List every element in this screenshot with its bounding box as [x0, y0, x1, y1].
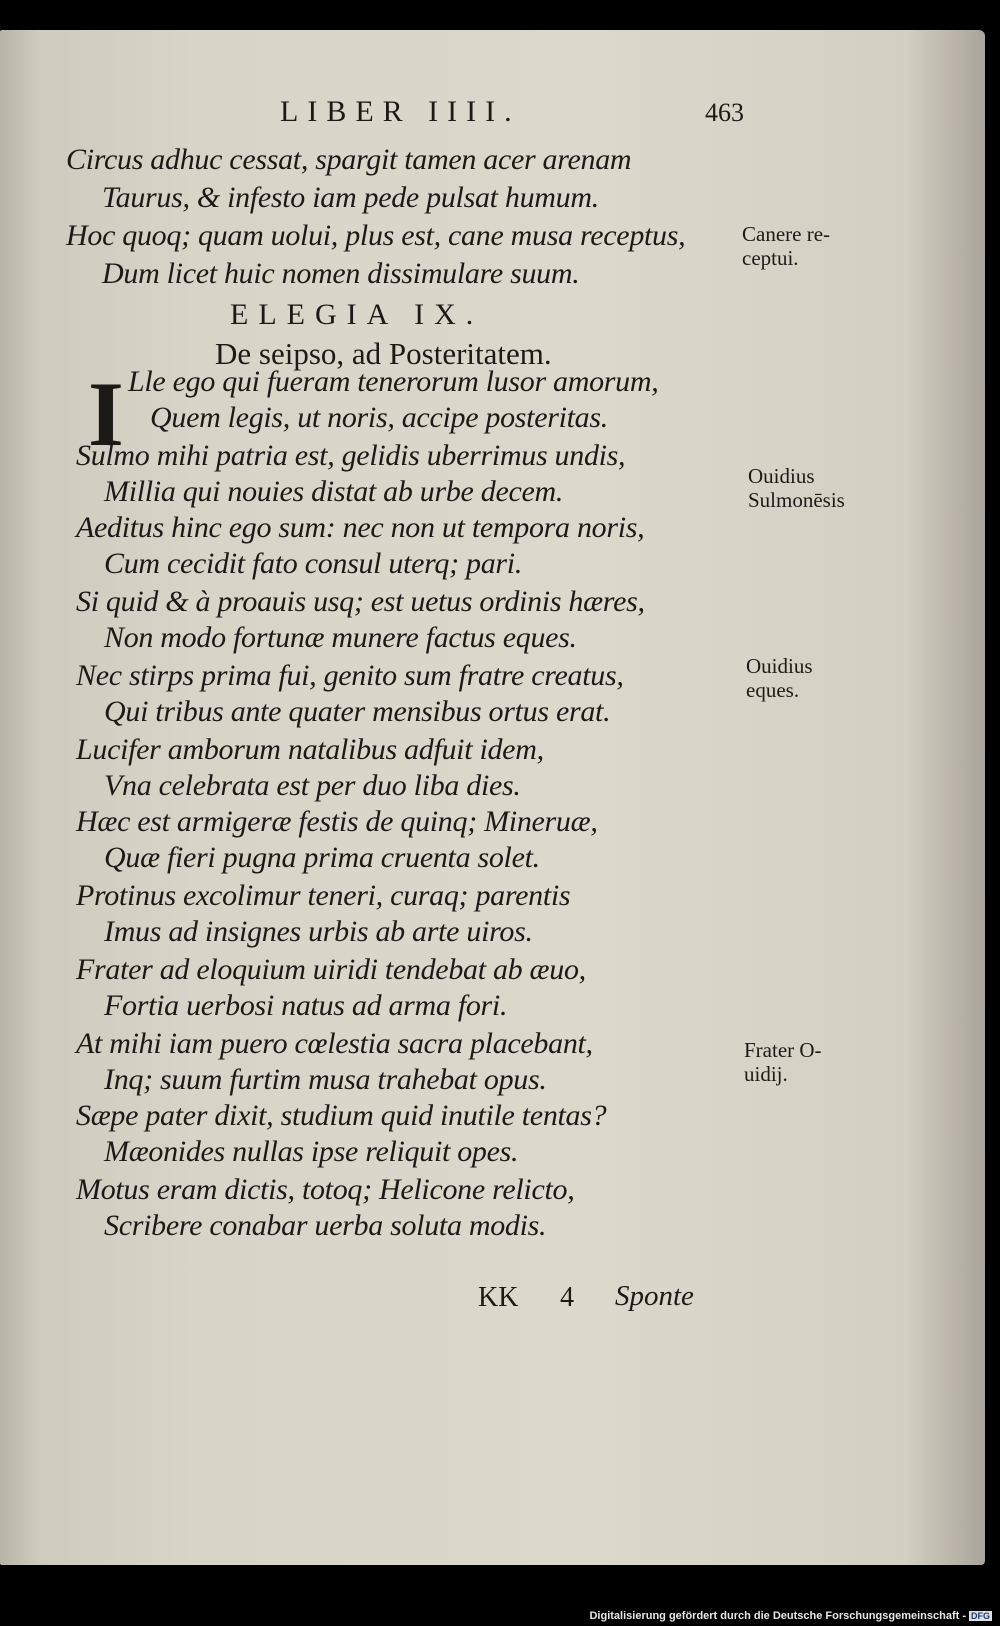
verse-line: Mæonides nullas ipse reliquit opes. [104, 1135, 519, 1168]
verse-line: Lucifer amborum natalibus adfuit idem, [76, 733, 544, 766]
signature-number: 4 [560, 1282, 574, 1313]
folio-number: 463 [705, 98, 744, 127]
verse-line: Taurus, & infesto iam pede pulsat humum. [102, 181, 599, 214]
verse-line: Si quid & à proauis usq; est uetus ordinis hæres, [76, 585, 645, 618]
verse-line: Protinus excolimur teneri, curaq; parentis [76, 879, 571, 912]
verse-line: Circus adhuc cessat, spargit tamen acer arenam [66, 143, 632, 176]
verse-line: Aeditus hinc ego sum: nec non ut tempora noris, [76, 511, 645, 544]
margin-note: Ouidius eques. [746, 654, 813, 702]
verse-line: Sulmo mihi patria est, gelidis uberrimus undis, [76, 439, 626, 472]
verse-line: Sæpe pater dixit, studium quid inutile tentas? [76, 1099, 607, 1132]
verse-line: Hoc quoq; quam uolui, plus est, cane musa receptus, [66, 219, 686, 252]
drop-capital: I [88, 363, 124, 465]
verse-line: Lle ego qui fueram tenerorum lusor amorum, [128, 365, 659, 398]
verse-line: Vna celebrata est per duo liba dies. [104, 769, 521, 802]
verse-line: At mihi iam puero cœlestia sacra placebant, [76, 1027, 593, 1060]
verse-line: Frater ad eloquium uiridi tendebat ab æuo, [76, 953, 586, 986]
signature-mark: KK [478, 1282, 519, 1313]
verse-line: Non modo fortunæ munere factus eques. [104, 621, 577, 654]
dfg-logo: DFG [971, 1611, 990, 1622]
verse-line: Fortia uerbosi natus ad arma fori. [104, 989, 508, 1022]
verse-line: Nec stirps prima fui, genito sum fratre creatus, [76, 659, 624, 692]
running-head: LIBER IIII. [280, 95, 521, 128]
verse-line: Qui tribus ante quater mensibus ortus erat. [104, 695, 611, 728]
margin-note: Ouidius Sulmonēsis [748, 464, 845, 512]
verse-line: Quem legis, ut noris, accipe posteritas. [150, 401, 608, 434]
credit-text: Digitalisierung gefördert durch die Deutsche Forschungsgemeinschaft - [589, 1610, 966, 1622]
margin-note: Frater O- uidij. [744, 1038, 822, 1086]
verse-line: Quæ fieri pugna prima cruenta solet. [104, 841, 540, 874]
elegy-subtitle: De seipso, ad Posteritatem. [215, 336, 552, 371]
verse-line: Dum licet huic nomen dissimulare suum. [102, 257, 580, 290]
digitization-credit [589, 1610, 992, 1622]
margin-note: Canere re- ceptui. [742, 222, 831, 270]
verse-line: Scribere conabar uerba soluta modis. [104, 1209, 547, 1242]
verse-line: Cum cecidit fato consul uterq; pari. [104, 547, 523, 580]
verse-line: Millia qui nouies distat ab urbe decem. [104, 475, 564, 508]
verse-line: Inq; suum furtim musa trahebat opus. [104, 1063, 547, 1096]
verse-line: Hæc est armigeræ festis de quinq; Mineruæ, [76, 805, 598, 838]
verse-line: Imus ad insignes urbis ab arte uiros. [104, 915, 533, 948]
verse-line: Motus eram dictis, totoq; Helicone relicto, [76, 1173, 575, 1206]
elegy-title: ELEGIA IX. [230, 298, 484, 331]
catchword: Sponte [615, 1280, 694, 1312]
